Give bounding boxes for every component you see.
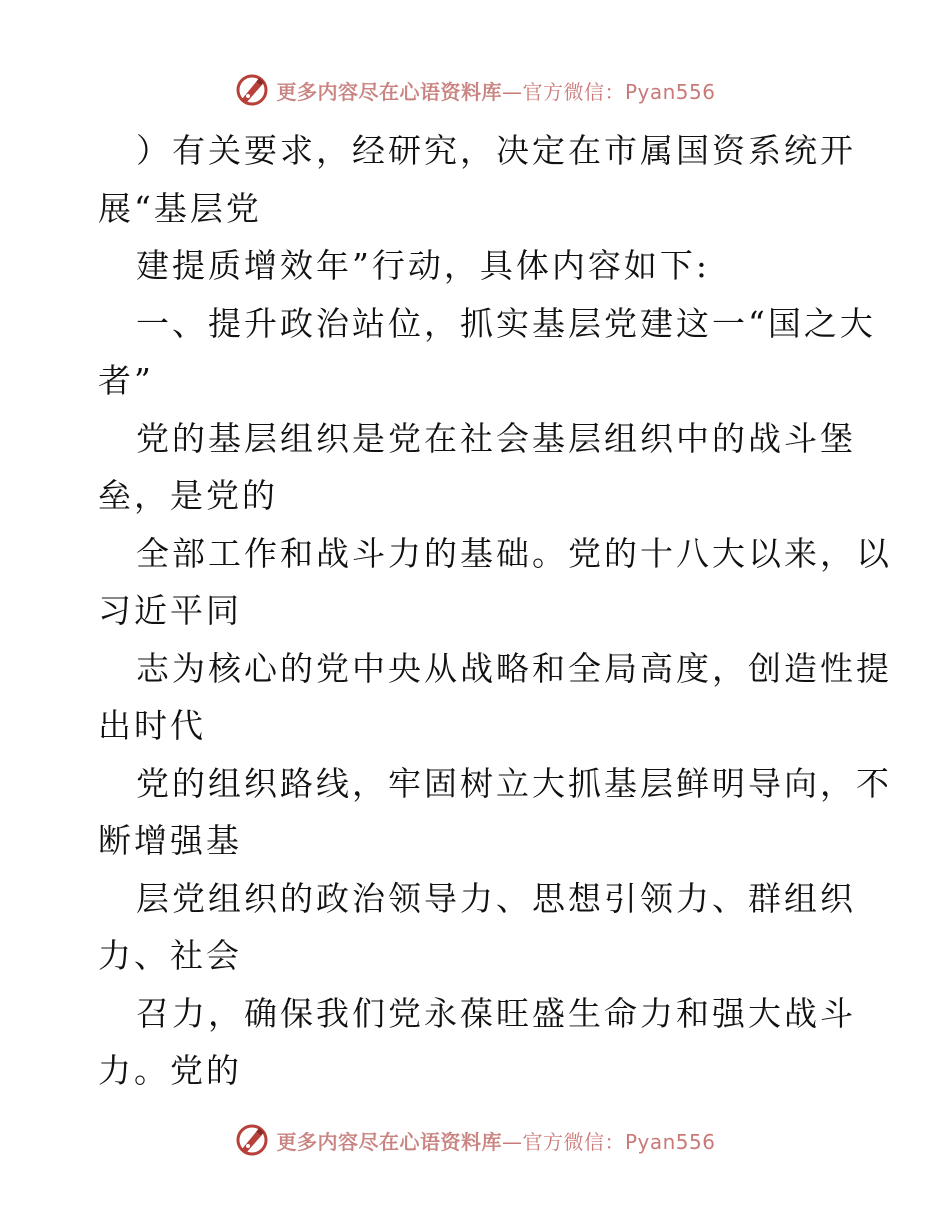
text-line: 全部工作和战斗力的基础。党的十八大以来，以 bbox=[136, 533, 892, 573]
text-line: 出时代 bbox=[98, 706, 206, 745]
text-line: 断增强基 bbox=[98, 821, 242, 860]
text-line: 志为核心的党中央从战略和全局高度，创造性提 bbox=[136, 648, 892, 688]
text-line: 力、社会 bbox=[98, 936, 242, 975]
footer-watermark bbox=[0, 1120, 950, 1160]
pen-circle-logo-icon bbox=[234, 72, 270, 108]
watermark-text: 更多内容尽在心语资料库—官方微信：Pyan556 bbox=[276, 1129, 716, 1154]
text-line: 党的基层组织是党在社会基层组织中的战斗堡 bbox=[136, 418, 856, 458]
text-line: 力。党的 bbox=[98, 1051, 242, 1090]
text-line: 党的组织路线，牢固树立大抓基层鲜明导向，不 bbox=[136, 763, 892, 803]
text-line: 一、提升政治站位，抓实基层党建这一“国之大 bbox=[136, 303, 876, 343]
pen-circle-logo-icon bbox=[234, 1122, 270, 1158]
text-line: 建提质增效年”行动，具体内容如下: bbox=[136, 246, 710, 285]
document-body bbox=[98, 122, 892, 1100]
text-line: 者” bbox=[98, 361, 154, 400]
header-watermark bbox=[0, 70, 950, 110]
text-line: 垒，是党的 bbox=[98, 476, 278, 515]
text-line: 展“基层党 bbox=[98, 188, 262, 228]
watermark-text: 更多内容尽在心语资料库—官方微信：Pyan556 bbox=[276, 79, 716, 104]
text-line: ）有关要求，经研究，决定在市属国资系统开 bbox=[136, 131, 856, 170]
text-line: 习近平同 bbox=[98, 591, 242, 630]
text-line: 层党组织的政治领导力、思想引领力、群组织 bbox=[136, 878, 856, 918]
text-line: 召力，确保我们党永葆旺盛生命力和强大战斗 bbox=[136, 993, 856, 1033]
